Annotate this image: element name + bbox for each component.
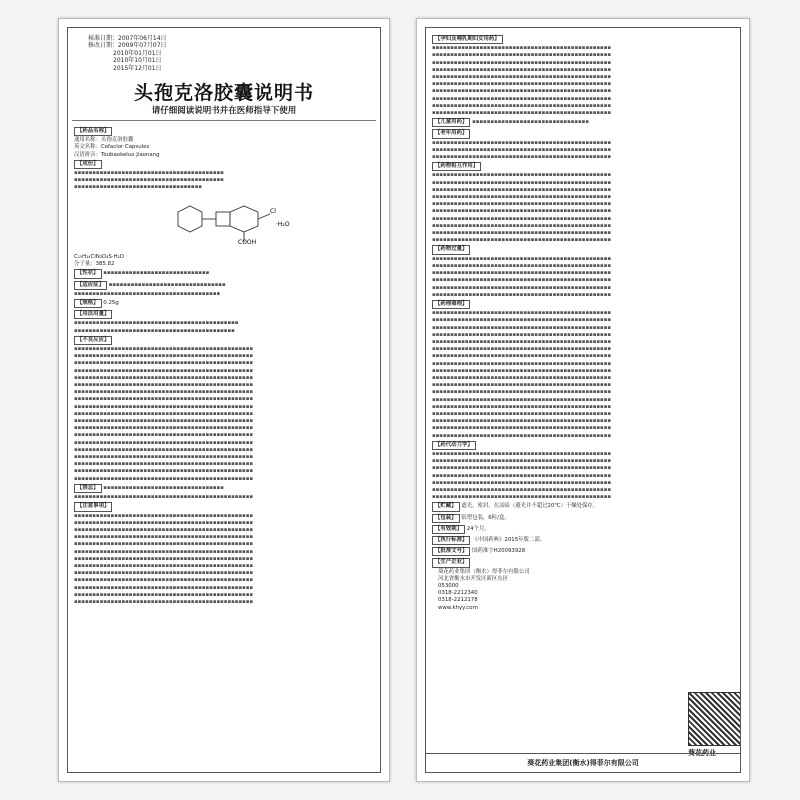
footer-company: 葵花药业集团(衡水)得菲尔有限公司 (527, 759, 639, 767)
section-heading: 【老年用药】 (432, 129, 470, 138)
section-heading: 【性状】 (74, 269, 102, 278)
section-heading: 【规格】 (74, 299, 102, 308)
section-heading: 【药物过量】 (432, 245, 470, 254)
approval-date: 核准日期：2007年06月14日 (88, 35, 167, 42)
leaflet-frame (67, 27, 381, 773)
section-heading: 【有效期】 (432, 525, 465, 534)
molecular-weight: 分子量：385.82 (74, 261, 115, 268)
standard-value: 《中国药典》2015年版二部。 (472, 537, 546, 543)
section-heading: 【药代动力学】 (432, 441, 476, 450)
fax-number: 0318-2212178 (438, 597, 478, 604)
spec-value: 0.25g (103, 300, 119, 307)
validity-value: 24个月。 (466, 525, 490, 532)
revision-dates (88, 35, 167, 72)
approval-number: 国药准字H20093928 (472, 548, 526, 555)
section-heading: 【儿童用药】 (432, 118, 470, 127)
section-heading: 【生产企业】 (432, 558, 470, 567)
section-heading: 【批准文号】 (432, 547, 470, 556)
section-heading: 【用法用量】 (74, 310, 112, 319)
company-name: 葵花药业集团（衡水）得菲尔有限公司 (438, 568, 530, 575)
revision-date: 2015年12月01日 (113, 64, 162, 72)
manufacturer-info (432, 569, 734, 612)
svg-text:COOH: COOH (238, 239, 257, 246)
document-title: 头孢克洛胶囊说明书 (133, 82, 314, 104)
section-heading: 【不良反应】 (74, 336, 112, 345)
leaflet-page-right (416, 18, 750, 782)
phone-number: 0318-2212340 (438, 590, 478, 597)
package-value: 铝塑包装，6粒/盒。 (461, 514, 510, 521)
leaflet-frame (425, 27, 741, 773)
divider (72, 120, 376, 121)
website: www.khyy.com (438, 604, 478, 611)
molecular-formula: C₁₅H₁₄ClN₃O₄S·H₂O (74, 254, 124, 260)
section-heading: 【药品名称】 (74, 127, 112, 136)
company-address: 河北省衡水市开发区新区东区 (438, 575, 509, 582)
generic-name: 通用名称：头孢克洛胶囊 (74, 137, 134, 144)
section-heading: 【注意事项】 (74, 502, 112, 511)
section-heading: 【贮藏】 (432, 502, 460, 511)
leaflet-page-left (58, 18, 390, 782)
document-subtitle: 请仔细阅读说明书并在医师指导下使用 (151, 106, 297, 116)
section-heading: 【药物相互作用】 (432, 162, 481, 171)
svg-text:·H₂O: ·H₂O (276, 221, 290, 228)
section-heading: 【适应症】 (74, 281, 107, 290)
storage-value: 遮光，密封，在凉暗（避光并不超过20℃）干燥处保存。 (461, 503, 599, 510)
brand-logo: 葵花药业 (688, 749, 716, 757)
revision-date: 2010年01月01日 (113, 49, 162, 57)
revision-date: 2010年10月01日 (113, 57, 162, 65)
right-sections: 【孕妇及哺乳期妇女用药】 ▪▪▪▪▪▪▪▪▪▪▪▪▪▪▪▪▪▪▪▪▪▪▪▪▪▪▪▪▪▪▪▪▪▪▪▪▪▪▪▪▪▪▪▪▪▪▪▪▪ ▪▪▪▪▪▪▪▪▪▪▪▪▪▪▪▪▪▪▪▪▪▪▪▪▪▪▪▪▪▪▪▪▪▪▪▪▪▪▪▪▪▪▪▪▪▪▪▪▪ ▪▪▪▪▪▪▪▪▪▪▪▪▪▪▪▪▪▪▪▪▪▪▪▪▪▪▪▪▪▪▪▪▪▪▪▪▪▪▪▪▪▪▪▪▪▪▪▪▪ ▪▪▪▪▪▪▪▪▪▪▪▪▪▪▪▪▪▪▪▪▪▪▪▪▪▪▪▪▪▪▪▪▪▪▪▪▪▪▪▪▪▪▪▪▪▪▪▪▪ ▪▪▪▪▪▪▪▪▪▪▪▪▪▪▪▪▪▪▪▪▪▪▪▪▪▪▪▪▪▪▪▪▪▪▪▪▪▪▪▪▪▪▪▪▪▪▪▪▪ ▪▪▪▪▪▪▪▪▪▪▪▪▪▪▪▪▪▪▪▪▪▪▪▪▪▪▪▪▪▪▪▪▪▪▪▪▪▪▪▪▪▪▪▪▪▪▪▪▪ ▪▪▪▪▪▪▪▪▪▪▪▪▪▪▪▪▪▪▪▪▪▪▪▪▪▪▪▪▪▪▪▪▪▪▪▪▪▪▪▪▪▪▪▪▪▪▪▪▪ ▪▪▪▪▪▪▪▪▪▪▪▪▪▪▪▪▪▪▪▪▪▪▪▪▪▪▪▪▪▪▪▪▪▪▪▪▪▪▪▪▪▪▪▪▪▪▪▪▪ ▪▪▪▪▪▪▪▪▪▪▪▪▪▪▪▪▪▪▪▪▪▪▪▪▪▪▪▪▪▪▪▪▪▪▪▪▪▪▪▪▪▪▪▪▪▪▪▪▪ ▪▪▪▪▪▪▪▪▪▪▪▪▪▪▪▪▪▪▪▪▪▪▪▪▪▪▪▪▪▪▪▪▪▪▪▪▪▪▪▪▪▪▪▪▪▪▪▪▪ 【儿童用药】 ▪▪▪▪▪▪▪▪▪▪▪▪▪▪▪▪▪▪▪▪▪▪▪▪▪▪▪▪▪▪▪▪ 【老年用药】 ▪▪▪▪▪▪▪▪▪▪▪▪▪▪▪▪▪▪▪▪▪▪▪▪▪▪▪▪▪▪▪▪▪▪▪▪▪▪▪▪▪▪▪▪▪▪▪▪▪ ▪▪▪▪▪▪▪▪▪▪▪▪▪▪▪▪▪▪▪▪▪▪▪▪▪▪▪▪▪▪▪▪▪▪▪▪▪▪▪▪▪▪▪▪▪▪▪▪▪ ▪▪▪▪▪▪▪▪▪▪▪▪▪▪▪▪▪▪▪▪▪▪▪▪▪▪▪▪▪▪▪▪▪▪▪▪▪▪▪▪▪▪▪▪▪▪▪▪▪ 【药物相互作用】 ▪▪▪▪▪▪▪▪▪▪▪▪▪▪▪▪▪▪▪▪▪▪▪▪▪▪▪▪▪▪▪▪▪▪▪▪▪▪▪▪▪▪▪▪▪▪▪▪▪ ▪▪▪▪▪▪▪▪▪▪▪▪▪▪▪▪▪▪▪▪▪▪▪▪▪▪▪▪▪▪▪▪▪▪▪▪▪▪▪▪▪▪▪▪▪▪▪▪▪ ▪▪▪▪▪▪▪▪▪▪▪▪▪▪▪▪▪▪▪▪▪▪▪▪▪▪▪▪▪▪▪▪▪▪▪▪▪▪▪▪▪▪▪▪▪▪▪▪▪ ▪▪▪▪▪▪▪▪▪▪▪▪▪▪▪▪▪▪▪▪▪▪▪▪▪▪▪▪▪▪▪▪▪▪▪▪▪▪▪▪▪▪▪▪▪▪▪▪▪ ▪▪▪▪▪▪▪▪▪▪▪▪▪▪▪▪▪▪▪▪▪▪▪▪▪▪▪▪▪▪▪▪▪▪▪▪▪▪▪▪▪▪▪▪▪▪▪▪▪ ▪▪▪▪▪▪▪▪▪▪▪▪▪▪▪▪▪▪▪▪▪▪▪▪▪▪▪▪▪▪▪▪▪▪▪▪▪▪▪▪▪▪▪▪▪▪▪▪▪ ▪▪▪▪▪▪▪▪▪▪▪▪▪▪▪▪▪▪▪▪▪▪▪▪▪▪▪▪▪▪▪▪▪▪▪▪▪▪▪▪▪▪▪▪▪▪▪▪▪ ▪▪▪▪▪▪▪▪▪▪▪▪▪▪▪▪▪▪▪▪▪▪▪▪▪▪▪▪▪▪▪▪▪▪▪▪▪▪▪▪▪▪▪▪▪▪▪▪▪ ▪▪▪▪▪▪▪▪▪▪▪▪▪▪▪▪▪▪▪▪▪▪▪▪▪▪▪▪▪▪▪▪▪▪▪▪▪▪▪▪▪▪▪▪▪▪▪▪▪ ▪▪▪▪▪▪▪▪▪▪▪▪▪▪▪▪▪▪▪▪▪▪▪▪▪▪▪▪▪▪▪▪▪▪▪▪▪▪▪▪▪▪▪▪▪▪▪▪▪ 【药物过量】 ▪▪▪▪▪▪▪▪▪▪▪▪▪▪▪▪▪▪▪▪▪▪▪▪▪▪▪▪▪▪▪▪▪▪▪▪▪▪▪▪▪▪▪▪▪▪▪▪▪ ▪▪▪▪▪▪▪▪▪▪▪▪▪▪▪▪▪▪▪▪▪▪▪▪▪▪▪▪▪▪▪▪▪▪▪▪▪▪▪▪▪▪▪▪▪▪▪▪▪ ▪▪▪▪▪▪▪▪▪▪▪▪▪▪▪▪▪▪▪▪▪▪▪▪▪▪▪▪▪▪▪▪▪▪▪▪▪▪▪▪▪▪▪▪▪▪▪▪▪ ▪▪▪▪▪▪▪▪▪▪▪▪▪▪▪▪▪▪▪▪▪▪▪▪▪▪▪▪▪▪▪▪▪▪▪▪▪▪▪▪▪▪▪▪▪▪▪▪▪ ▪▪▪▪▪▪▪▪▪▪▪▪▪▪▪▪▪▪▪▪▪▪▪▪▪▪▪▪▪▪▪▪▪▪▪▪▪▪▪▪▪▪▪▪▪▪▪▪▪ ▪▪▪▪▪▪▪▪▪▪▪▪▪▪▪▪▪▪▪▪▪▪▪▪▪▪▪▪▪▪▪▪▪▪▪▪▪▪▪▪▪▪▪▪▪▪▪▪▪ 【药理毒理】 ▪▪▪▪▪▪▪▪▪▪▪▪▪▪▪▪▪▪▪▪▪▪▪▪▪▪▪▪▪▪▪▪▪▪▪▪▪▪▪▪▪▪▪▪▪▪▪▪▪ ▪▪▪▪▪▪▪▪▪▪▪▪▪▪▪▪▪▪▪▪▪▪▪▪▪▪▪▪▪▪▪▪▪▪▪▪▪▪▪▪▪▪▪▪▪▪▪▪▪ ▪▪▪▪▪▪▪▪▪▪▪▪▪▪▪▪▪▪▪▪▪▪▪▪▪▪▪▪▪▪▪▪▪▪▪▪▪▪▪▪▪▪▪▪▪▪▪▪▪ ▪▪▪▪▪▪▪▪▪▪▪▪▪▪▪▪▪▪▪▪▪▪▪▪▪▪▪▪▪▪▪▪▪▪▪▪▪▪▪▪▪▪▪▪▪▪▪▪▪ ▪▪▪▪▪▪▪▪▪▪▪▪▪▪▪▪▪▪▪▪▪▪▪▪▪▪▪▪▪▪▪▪▪▪▪▪▪▪▪▪▪▪▪▪▪▪▪▪▪ ▪▪▪▪▪▪▪▪▪▪▪▪▪▪▪▪▪▪▪▪▪▪▪▪▪▪▪▪▪▪▪▪▪▪▪▪▪▪▪▪▪▪▪▪▪▪▪▪▪ ▪▪▪▪▪▪▪▪▪▪▪▪▪▪▪▪▪▪▪▪▪▪▪▪▪▪▪▪▪▪▪▪▪▪▪▪▪▪▪▪▪▪▪▪▪▪▪▪▪ ▪▪▪▪▪▪▪▪▪▪▪▪▪▪▪▪▪▪▪▪▪▪▪▪▪▪▪▪▪▪▪▪▪▪▪▪▪▪▪▪▪▪▪▪▪▪▪▪▪ ▪▪▪▪▪▪▪▪▪▪▪▪▪▪▪▪▪▪▪▪▪▪▪▪▪▪▪▪▪▪▪▪▪▪▪▪▪▪▪▪▪▪▪▪▪▪▪▪▪ ▪▪▪▪▪▪▪▪▪▪▪▪▪▪▪▪▪▪▪▪▪▪▪▪▪▪▪▪▪▪▪▪▪▪▪▪▪▪▪▪▪▪▪▪▪▪▪▪▪ ▪▪▪▪▪▪▪▪▪▪▪▪▪▪▪▪▪▪▪▪▪▪▪▪▪▪▪▪▪▪▪▪▪▪▪▪▪▪▪▪▪▪▪▪▪▪▪▪▪ ▪▪▪▪▪▪▪▪▪▪▪▪▪▪▪▪▪▪▪▪▪▪▪▪▪▪▪▪▪▪▪▪▪▪▪▪▪▪▪▪▪▪▪▪▪▪▪▪▪ ▪▪▪▪▪▪▪▪▪▪▪▪▪▪▪▪▪▪▪▪▪▪▪▪▪▪▪▪▪▪▪▪▪▪▪▪▪▪▪▪▪▪▪▪▪▪▪▪▪ ▪▪▪▪▪▪▪▪▪▪▪▪▪▪▪▪▪▪▪▪▪▪▪▪▪▪▪▪▪▪▪▪▪▪▪▪▪▪▪▪▪▪▪▪▪▪▪▪▪ ▪▪▪▪▪▪▪▪▪▪▪▪▪▪▪▪▪▪▪▪▪▪▪▪▪▪▪▪▪▪▪▪▪▪▪▪▪▪▪▪▪▪▪▪▪▪▪▪▪ ▪▪▪▪▪▪▪▪▪▪▪▪▪▪▪▪▪▪▪▪▪▪▪▪▪▪▪▪▪▪▪▪▪▪▪▪▪▪▪▪▪▪▪▪▪▪▪▪▪ ▪▪▪▪▪▪▪▪▪▪▪▪▪▪▪▪▪▪▪▪▪▪▪▪▪▪▪▪▪▪▪▪▪▪▪▪▪▪▪▪▪▪▪▪▪▪▪▪▪ ▪▪▪▪▪▪▪▪▪▪▪▪▪▪▪▪▪▪▪▪▪▪▪▪▪▪▪▪▪▪▪▪▪▪▪▪▪▪▪▪▪▪▪▪▪▪▪▪▪ 【药代动力学】 ▪▪▪▪▪▪▪▪▪▪▪▪▪▪▪▪▪▪▪▪▪▪▪▪▪▪▪▪▪▪▪▪▪▪▪▪▪▪▪▪▪▪▪▪▪▪▪▪▪ ▪▪▪▪▪▪▪▪▪▪▪▪▪▪▪▪▪▪▪▪▪▪▪▪▪▪▪▪▪▪▪▪▪▪▪▪▪▪▪▪▪▪▪▪▪▪▪▪▪ ▪▪▪▪▪▪▪▪▪▪▪▪▪▪▪▪▪▪▪▪▪▪▪▪▪▪▪▪▪▪▪▪▪▪▪▪▪▪▪▪▪▪▪▪▪▪▪▪▪ ▪▪▪▪▪▪▪▪▪▪▪▪▪▪▪▪▪▪▪▪▪▪▪▪▪▪▪▪▪▪▪▪▪▪▪▪▪▪▪▪▪▪▪▪▪▪▪▪▪ ▪▪▪▪▪▪▪▪▪▪▪▪▪▪▪▪▪▪▪▪▪▪▪▪▪▪▪▪▪▪▪▪▪▪▪▪▪▪▪▪▪▪▪▪▪▪▪▪▪ ▪▪▪▪▪▪▪▪▪▪▪▪▪▪▪▪▪▪▪▪▪▪▪▪▪▪▪▪▪▪▪▪▪▪▪▪▪▪▪▪▪▪▪▪▪▪▪▪▪ ▪▪▪▪▪▪▪▪▪▪▪▪▪▪▪▪▪▪▪▪▪▪▪▪▪▪▪▪▪▪▪▪▪▪▪▪▪▪▪▪▪▪▪▪▪▪▪▪▪ 【贮藏】 遮光，密封，在凉暗（避光并不超过20℃）干燥处保存。 【包装】 铝塑包装，6粒/盒。 【有效期】 24个月。 【执行标准】 《中国药典》2015年版二部。 【批准文号】 国药准字H20093928 【生产企业】 葵花药业集团（衡水）得菲尔有限公司 河北省衡水市开发区新区东区 053000 0318-2212340 0318-2212178 www.khyy.com (432, 34, 734, 612)
section-heading: 【禁忌】 (74, 484, 102, 493)
english-name: 英文名称：Cefaclor Capsules (74, 144, 150, 151)
section-heading: 【成份】 (74, 160, 102, 169)
drug-name-section: 【药品名称】 通用名称：头孢克洛胶囊 英文名称：Cefaclor Capsules 汉语拼音：Toubaokeluo Jiaonang 【成份】 ▪▪▪▪▪▪▪▪▪▪▪▪▪▪▪▪▪▪▪▪▪▪▪▪▪▪▪▪▪▪▪▪▪▪▪▪▪▪▪▪▪ ▪▪▪▪▪▪▪▪▪▪▪▪▪▪▪▪▪▪▪▪▪▪▪▪▪▪▪▪▪▪▪▪▪▪▪▪▪▪▪▪▪ ▪▪▪▪▪▪▪▪▪▪▪▪▪▪▪▪▪▪▪▪▪▪▪▪▪▪▪▪▪▪▪▪▪▪▪ (74, 126, 374, 192)
section-heading: 【孕妇及哺乳期妇女用药】 (432, 35, 503, 44)
section-heading: 【执行标准】 (432, 536, 470, 545)
section-heading: 【包装】 (432, 514, 460, 523)
revision-date: 修改日期：2009年07月07日 (88, 42, 167, 50)
formula-section: C₁₅H₁₄ClN₃O₄S·H₂O 分子量：385.82 【性状】 ▪▪▪▪▪▪▪▪▪▪▪▪▪▪▪▪▪▪▪▪▪▪▪▪▪▪▪▪▪ 【适应症】 ▪▪▪▪▪▪▪▪▪▪▪▪▪▪▪▪▪▪▪▪▪▪▪▪▪▪▪▪▪▪▪▪ ▪▪▪▪▪▪▪▪▪▪▪▪▪▪▪▪▪▪▪▪▪▪▪▪▪▪▪▪▪▪▪▪▪▪▪▪▪▪▪▪ 【规格】 0.25g 【用法用量】 ▪▪▪▪▪▪▪▪▪▪▪▪▪▪▪▪▪▪▪▪▪▪▪▪▪▪▪▪▪▪▪▪▪▪▪▪▪▪▪▪▪▪▪▪▪ ▪▪▪▪▪▪▪▪▪▪▪▪▪▪▪▪▪▪▪▪▪▪▪▪▪▪▪▪▪▪▪▪▪▪▪▪▪▪▪▪▪▪▪▪ 【不良反应】 ▪▪▪▪▪▪▪▪▪▪▪▪▪▪▪▪▪▪▪▪▪▪▪▪▪▪▪▪▪▪▪▪▪▪▪▪▪▪▪▪▪▪▪▪▪▪▪▪▪ ▪▪▪▪▪▪▪▪▪▪▪▪▪▪▪▪▪▪▪▪▪▪▪▪▪▪▪▪▪▪▪▪▪▪▪▪▪▪▪▪▪▪▪▪▪▪▪▪▪ ▪▪▪▪▪▪▪▪▪▪▪▪▪▪▪▪▪▪▪▪▪▪▪▪▪▪▪▪▪▪▪▪▪▪▪▪▪▪▪▪▪▪▪▪▪▪▪▪▪ ▪▪▪▪▪▪▪▪▪▪▪▪▪▪▪▪▪▪▪▪▪▪▪▪▪▪▪▪▪▪▪▪▪▪▪▪▪▪▪▪▪▪▪▪▪▪▪▪▪ ▪▪▪▪▪▪▪▪▪▪▪▪▪▪▪▪▪▪▪▪▪▪▪▪▪▪▪▪▪▪▪▪▪▪▪▪▪▪▪▪▪▪▪▪▪▪▪▪▪ ▪▪▪▪▪▪▪▪▪▪▪▪▪▪▪▪▪▪▪▪▪▪▪▪▪▪▪▪▪▪▪▪▪▪▪▪▪▪▪▪▪▪▪▪▪▪▪▪▪ ▪▪▪▪▪▪▪▪▪▪▪▪▪▪▪▪▪▪▪▪▪▪▪▪▪▪▪▪▪▪▪▪▪▪▪▪▪▪▪▪▪▪▪▪▪▪▪▪▪ ▪▪▪▪▪▪▪▪▪▪▪▪▪▪▪▪▪▪▪▪▪▪▪▪▪▪▪▪▪▪▪▪▪▪▪▪▪▪▪▪▪▪▪▪▪▪▪▪▪ ▪▪▪▪▪▪▪▪▪▪▪▪▪▪▪▪▪▪▪▪▪▪▪▪▪▪▪▪▪▪▪▪▪▪▪▪▪▪▪▪▪▪▪▪▪▪▪▪▪ ▪▪▪▪▪▪▪▪▪▪▪▪▪▪▪▪▪▪▪▪▪▪▪▪▪▪▪▪▪▪▪▪▪▪▪▪▪▪▪▪▪▪▪▪▪▪▪▪▪ ▪▪▪▪▪▪▪▪▪▪▪▪▪▪▪▪▪▪▪▪▪▪▪▪▪▪▪▪▪▪▪▪▪▪▪▪▪▪▪▪▪▪▪▪▪▪▪▪▪ ▪▪▪▪▪▪▪▪▪▪▪▪▪▪▪▪▪▪▪▪▪▪▪▪▪▪▪▪▪▪▪▪▪▪▪▪▪▪▪▪▪▪▪▪▪▪▪▪▪ ▪▪▪▪▪▪▪▪▪▪▪▪▪▪▪▪▪▪▪▪▪▪▪▪▪▪▪▪▪▪▪▪▪▪▪▪▪▪▪▪▪▪▪▪▪▪▪▪▪ ▪▪▪▪▪▪▪▪▪▪▪▪▪▪▪▪▪▪▪▪▪▪▪▪▪▪▪▪▪▪▪▪▪▪▪▪▪▪▪▪▪▪▪▪▪▪▪▪▪ ▪▪▪▪▪▪▪▪▪▪▪▪▪▪▪▪▪▪▪▪▪▪▪▪▪▪▪▪▪▪▪▪▪▪▪▪▪▪▪▪▪▪▪▪▪▪▪▪▪ ▪▪▪▪▪▪▪▪▪▪▪▪▪▪▪▪▪▪▪▪▪▪▪▪▪▪▪▪▪▪▪▪▪▪▪▪▪▪▪▪▪▪▪▪▪▪▪▪▪ ▪▪▪▪▪▪▪▪▪▪▪▪▪▪▪▪▪▪▪▪▪▪▪▪▪▪▪▪▪▪▪▪▪▪▪▪▪▪▪▪▪▪▪▪▪▪▪▪▪ ▪▪▪▪▪▪▪▪▪▪▪▪▪▪▪▪▪▪▪▪▪▪▪▪▪▪▪▪▪▪▪▪▪▪▪▪▪▪▪▪▪▪▪▪▪▪▪▪▪ ▪▪▪▪▪▪▪▪▪▪▪▪▪▪▪▪▪▪▪▪▪▪▪▪▪▪▪▪▪▪▪▪▪▪▪▪▪▪▪▪▪▪▪▪▪▪▪▪▪ 【禁忌】 ▪▪▪▪▪▪▪▪▪▪▪▪▪▪▪▪▪▪▪▪▪▪▪▪▪▪▪▪▪▪▪▪▪ ▪▪▪▪▪▪▪▪▪▪▪▪▪▪▪▪▪▪▪▪▪▪▪▪▪▪▪▪▪▪▪▪▪▪▪▪▪▪▪▪▪▪▪▪▪▪▪▪▪ 【注意事项】 ▪▪▪▪▪▪▪▪▪▪▪▪▪▪▪▪▪▪▪▪▪▪▪▪▪▪▪▪▪▪▪▪▪▪▪▪▪▪▪▪▪▪▪▪▪▪▪▪▪ ▪▪▪▪▪▪▪▪▪▪▪▪▪▪▪▪▪▪▪▪▪▪▪▪▪▪▪▪▪▪▪▪▪▪▪▪▪▪▪▪▪▪▪▪▪▪▪▪▪ ▪▪▪▪▪▪▪▪▪▪▪▪▪▪▪▪▪▪▪▪▪▪▪▪▪▪▪▪▪▪▪▪▪▪▪▪▪▪▪▪▪▪▪▪▪▪▪▪▪ ▪▪▪▪▪▪▪▪▪▪▪▪▪▪▪▪▪▪▪▪▪▪▪▪▪▪▪▪▪▪▪▪▪▪▪▪▪▪▪▪▪▪▪▪▪▪▪▪▪ ▪▪▪▪▪▪▪▪▪▪▪▪▪▪▪▪▪▪▪▪▪▪▪▪▪▪▪▪▪▪▪▪▪▪▪▪▪▪▪▪▪▪▪▪▪▪▪▪▪ ▪▪▪▪▪▪▪▪▪▪▪▪▪▪▪▪▪▪▪▪▪▪▪▪▪▪▪▪▪▪▪▪▪▪▪▪▪▪▪▪▪▪▪▪▪▪▪▪▪ ▪▪▪▪▪▪▪▪▪▪▪▪▪▪▪▪▪▪▪▪▪▪▪▪▪▪▪▪▪▪▪▪▪▪▪▪▪▪▪▪▪▪▪▪▪▪▪▪▪ ▪▪▪▪▪▪▪▪▪▪▪▪▪▪▪▪▪▪▪▪▪▪▪▪▪▪▪▪▪▪▪▪▪▪▪▪▪▪▪▪▪▪▪▪▪▪▪▪▪ ▪▪▪▪▪▪▪▪▪▪▪▪▪▪▪▪▪▪▪▪▪▪▪▪▪▪▪▪▪▪▪▪▪▪▪▪▪▪▪▪▪▪▪▪▪▪▪▪▪ ▪▪▪▪▪▪▪▪▪▪▪▪▪▪▪▪▪▪▪▪▪▪▪▪▪▪▪▪▪▪▪▪▪▪▪▪▪▪▪▪▪▪▪▪▪▪▪▪▪ ▪▪▪▪▪▪▪▪▪▪▪▪▪▪▪▪▪▪▪▪▪▪▪▪▪▪▪▪▪▪▪▪▪▪▪▪▪▪▪▪▪▪▪▪▪▪▪▪▪ ▪▪▪▪▪▪▪▪▪▪▪▪▪▪▪▪▪▪▪▪▪▪▪▪▪▪▪▪▪▪▪▪▪▪▪▪▪▪▪▪▪▪▪▪▪▪▪▪▪ ▪▪▪▪▪▪▪▪▪▪▪▪▪▪▪▪▪▪▪▪▪▪▪▪▪▪▪▪▪▪▪▪▪▪▪▪▪▪▪▪▪▪▪▪▪▪▪▪▪ (74, 254, 374, 606)
pinyin-name: 汉语拼音：Toubaokeluo Jiaonang (74, 151, 160, 158)
postcode: 053000 (438, 583, 459, 590)
svg-text:Cl: Cl (270, 208, 276, 215)
structural-formula-icon (158, 198, 298, 246)
section-heading: 【药理毒理】 (432, 300, 470, 309)
footer-banner (426, 753, 740, 772)
qr-code-icon (688, 692, 741, 746)
